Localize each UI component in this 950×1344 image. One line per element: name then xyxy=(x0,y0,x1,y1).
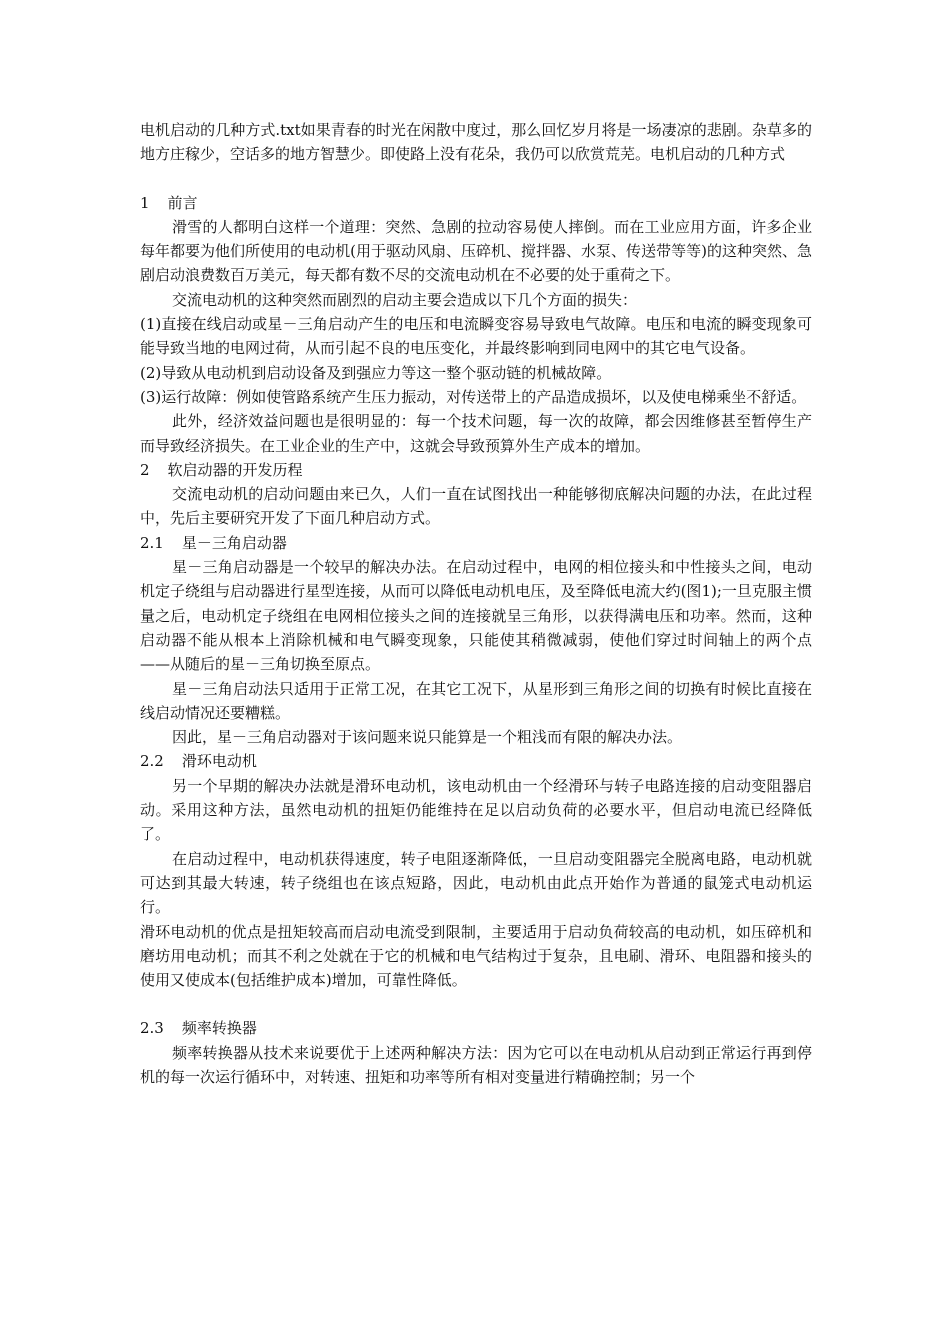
section-number: 2 xyxy=(140,460,150,479)
section-heading-2-2 xyxy=(140,749,812,773)
paragraph: 频率转换器从技术来说要优于上述两种解决方法：因为它可以在电动机从启动到正常运行再到停机的每一次运行循环中，对转速、扭矩和功率等所有相对变量进行精确控制；另一个 xyxy=(140,1043,812,1086)
paragraph: 星－三角启动器是一个较早的解决办法。在启动过程中，电网的相位接头和中性接头之间，电动机定子绕组与启动器进行星型连接，从而可以降低电动机电压，及至降低电流大约(图1);一旦克服主惯量之后，电动机定子绕组在电网相位接头之间的连接就呈三角形，以获得满电压和功率。然而，这种启动器不能从根本上消除机械和电气瞬变现象，只能使其稍微减弱，使他们穿过时间轴上的两个点——从随后的星－三角切换至原点。 xyxy=(140,558,812,674)
document-page xyxy=(140,118,812,1089)
section-number: 2.3 xyxy=(140,1019,164,1038)
section-title: 软启动器的开发历程 xyxy=(167,460,303,479)
paragraph: 滑环电动机的优点是扭矩较高而启动电流受到限制，主要适用于启动负荷较高的电动机，如压碎机和磨坊用电动机；而其不利之处就在于它的机械和电气结构过于复杂，且电刷、滑环、电阻器和接头的使用又使成本(包括维护成本)增加，可靠性降低。 xyxy=(140,922,812,990)
list-item: (2)导致从电动机到启动设备及到强应力等这一整个驱动链的机械故障。 xyxy=(140,363,612,382)
paragraph: 此外，经济效益问题也是很明显的：每一个技术问题，每一次的故障，都会因维修甚至暂停生产而导致经济损失。在工业企业的生产中，这就会导致预算外生产成本的增加。 xyxy=(140,412,812,455)
paragraph: 在启动过程中，电动机获得速度，转子电阻逐渐降低，一旦启动变阻器完全脱离电路，电动机就可达到其最大转速，转子绕组也在该点短路，因此，电动机由此点开始作为普通的鼠笼式电动机运行。 xyxy=(140,849,812,917)
section-title: 频率转换器 xyxy=(181,1019,257,1038)
section-number: 1 xyxy=(140,193,150,212)
paragraph: 因此，星－三角启动器对于该问题来说只能算是一个粗浅而有限的解决办法。 xyxy=(172,728,683,747)
blank-line xyxy=(140,992,812,1016)
section-number: 2.1 xyxy=(140,533,164,552)
list-item: (1)直接在线启动或星－三角启动产生的电压和电流瞬变容易导致电气故障。电压和电流的瞬变现象可能导致当地的电网过荷，从而引起不良的电压变化，并最终影响到同电网中的其它电气设备。 xyxy=(140,315,812,358)
paragraph: 星－三角启动法只适用于正常工况，在其它工况下，从星形到三角形之间的切换有时候比直接在线启动情况还要糟糕。 xyxy=(140,679,812,722)
section-heading-2 xyxy=(140,458,812,482)
section-heading-2-1 xyxy=(140,531,812,555)
section-number: 2.2 xyxy=(140,752,164,771)
intro-paragraph: 电机启动的几种方式.txt如果青春的时光在闲散中度过，那么回忆岁月将是一场凄凉的悲剧。杂草多的地方庄稼少，空话多的地方智慧少。即使路上没有花朵，我仍可以欣赏荒芜。电机启动的几种方式 xyxy=(140,121,812,164)
section-heading-2-3 xyxy=(140,1016,812,1040)
blank-line xyxy=(140,167,812,191)
section-title: 前言 xyxy=(167,193,198,212)
list-item: (3)运行故障：例如使管路系统产生压力振动，对传送带上的产品造成损坏，以及使电梯乘坐不舒适。 xyxy=(140,387,807,406)
paragraph: 交流电动机的这种突然而剧烈的启动主要会造成以下几个方面的损失： xyxy=(172,290,638,309)
paragraph: 滑雪的人都明白这样一个道理：突然、急剧的拉动容易使人摔倒。而在工业应用方面，许多企业每年都要为他们所使用的电动机(用于驱动风扇、压碎机、搅拌器、水泵、传送带等等)的这种突然、急剧启动浪费数百万美元，每天都有数不尽的交流电动机在不必要的处于重荷之下。 xyxy=(140,217,812,285)
section-title: 星－三角启动器 xyxy=(181,533,287,552)
paragraph: 交流电动机的启动问题由来已久，人们一直在试图找出一种能够彻底解决问题的办法，在此过程中，先后主要研究开发了下面几种启动方式。 xyxy=(140,485,812,528)
section-heading-1 xyxy=(140,191,812,215)
section-title: 滑环电动机 xyxy=(181,752,257,771)
paragraph: 另一个早期的解决办法就是滑环电动机，该电动机由一个经滑环与转子电路连接的启动变阻器启动。采用这种方法，虽然电动机的扭矩仍能维持在足以启动负荷的必要水平，但启动电流已经降低了。 xyxy=(140,776,812,844)
